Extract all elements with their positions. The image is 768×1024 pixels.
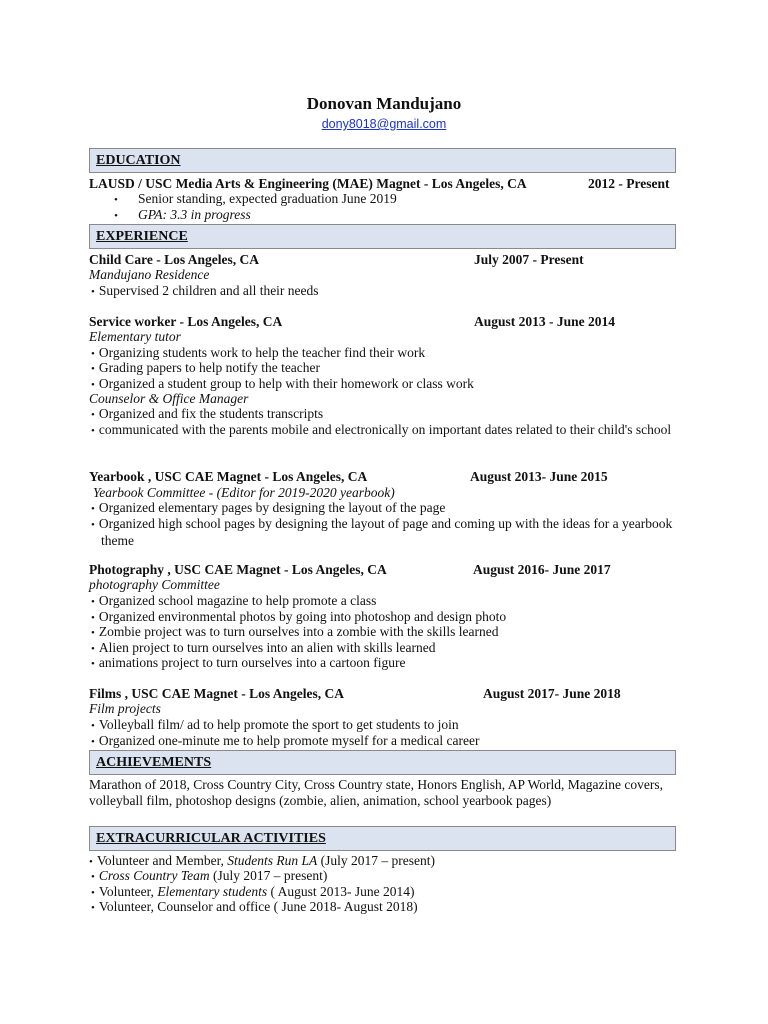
education-dates: 2012 - Present	[588, 176, 670, 191]
achievements-section-header	[89, 750, 676, 775]
job-dates: July 2007 - Present	[474, 252, 584, 267]
job-title: Service worker - Los Angeles, CA	[89, 314, 283, 329]
job-role: photography Committee	[89, 577, 220, 592]
achievements-text: Marathon of 2018, Cross Country City, Cross Country state, Honors English, AP World, Magazine covers, volleyball film, photoshop designs (zombie, alien, animation, school yearbook pages)	[89, 777, 663, 808]
list-item: • Organized high school pages by designing the layout of page and coming up with the ideas for a yearbook theme	[91, 516, 691, 549]
section-title: EDUCATION	[96, 153, 181, 168]
list-item: • Organized a student group to help with their homework or class work	[91, 376, 474, 393]
job-role: Elementary tutor	[89, 329, 181, 344]
section-title: EXTRACURRICULAR ACTIVITIES	[96, 831, 326, 846]
list-item: • Organized school magazine to help promote a class	[91, 593, 376, 610]
list-item: • Supervised 2 children and all their needs	[91, 283, 319, 300]
list-item: • Volleyball film/ ad to help promote the sport to get students to join	[91, 717, 459, 734]
list-item: • Volunteer, Elementary students ( August 2013- June 2014)	[91, 884, 415, 901]
list-item: • Organized one-minute me to help promote myself for a medical career	[91, 733, 479, 750]
list-item: • Cross Country Team (July 2017 – present)	[91, 868, 327, 885]
job-role: Yearbook Committee - (Editor for 2019-2020 yearbook)	[93, 485, 395, 500]
job-dates: August 2013 - June 2014	[474, 314, 616, 329]
section-title: ACHIEVEMENTS	[96, 755, 212, 770]
list-item: • Grading papers to help notify the teacher	[91, 360, 320, 377]
list-item: • Organized elementary pages by designing the layout of the page	[91, 500, 445, 517]
job-title: Child Care - Los Angeles, CA	[89, 252, 260, 267]
job-title: Photography , USC CAE Magnet - Los Angeles, CA	[89, 562, 387, 577]
job-dates: August 2013- June 2015	[470, 469, 608, 484]
list-item: • Alien project to turn ourselves into an alien with skills learned	[91, 640, 436, 657]
job-title: Films , USC CAE Magnet - Los Angeles, CA	[89, 686, 344, 701]
list-item: • communicated with the parents mobile and electronically on important dates related to their child's school	[91, 422, 686, 439]
list-item: • Volunteer, Counselor and office ( June 2018- August 2018)	[91, 899, 418, 916]
section-title: EXPERIENCE	[96, 229, 188, 244]
list-item: • Organizing students work to help the teacher find their work	[91, 345, 425, 362]
extracurricular-section-header	[89, 826, 676, 851]
job-dates: August 2016- June 2017	[473, 562, 611, 577]
list-item: • GPA: 3.3 in progress	[114, 207, 251, 224]
job-role: Mandujano Residence	[89, 267, 210, 282]
education-section-header	[89, 148, 676, 173]
list-item: • Senior standing, expected graduation June 2019	[114, 191, 397, 208]
list-item: • Organized and fix the students transcripts	[91, 406, 323, 423]
list-item: • Zombie project was to turn ourselves into a zombie with the skills learned	[91, 624, 499, 641]
job-dates: August 2017- June 2018	[483, 686, 621, 701]
email-link[interactable]: dony8018@gmail.com	[321, 117, 447, 131]
resume-name: Donovan Mandujano	[306, 94, 462, 113]
experience-section-header	[89, 224, 676, 249]
job-role: Counselor & Office Manager	[89, 391, 249, 406]
job-title: Yearbook , USC CAE Magnet - Los Angeles, CA	[89, 469, 368, 484]
list-item: • Organized environmental photos by going into photoshop and design photo	[91, 609, 506, 626]
education-school: LAUSD / USC Media Arts & Engineering (MAE) Magnet - Los Angeles, CA	[89, 176, 527, 191]
list-item: • Volunteer and Member, Students Run LA (July 2017 – present)	[89, 853, 435, 870]
job-role: Film projects	[89, 701, 161, 716]
list-item: • animations project to turn ourselves into a cartoon figure	[91, 655, 406, 672]
